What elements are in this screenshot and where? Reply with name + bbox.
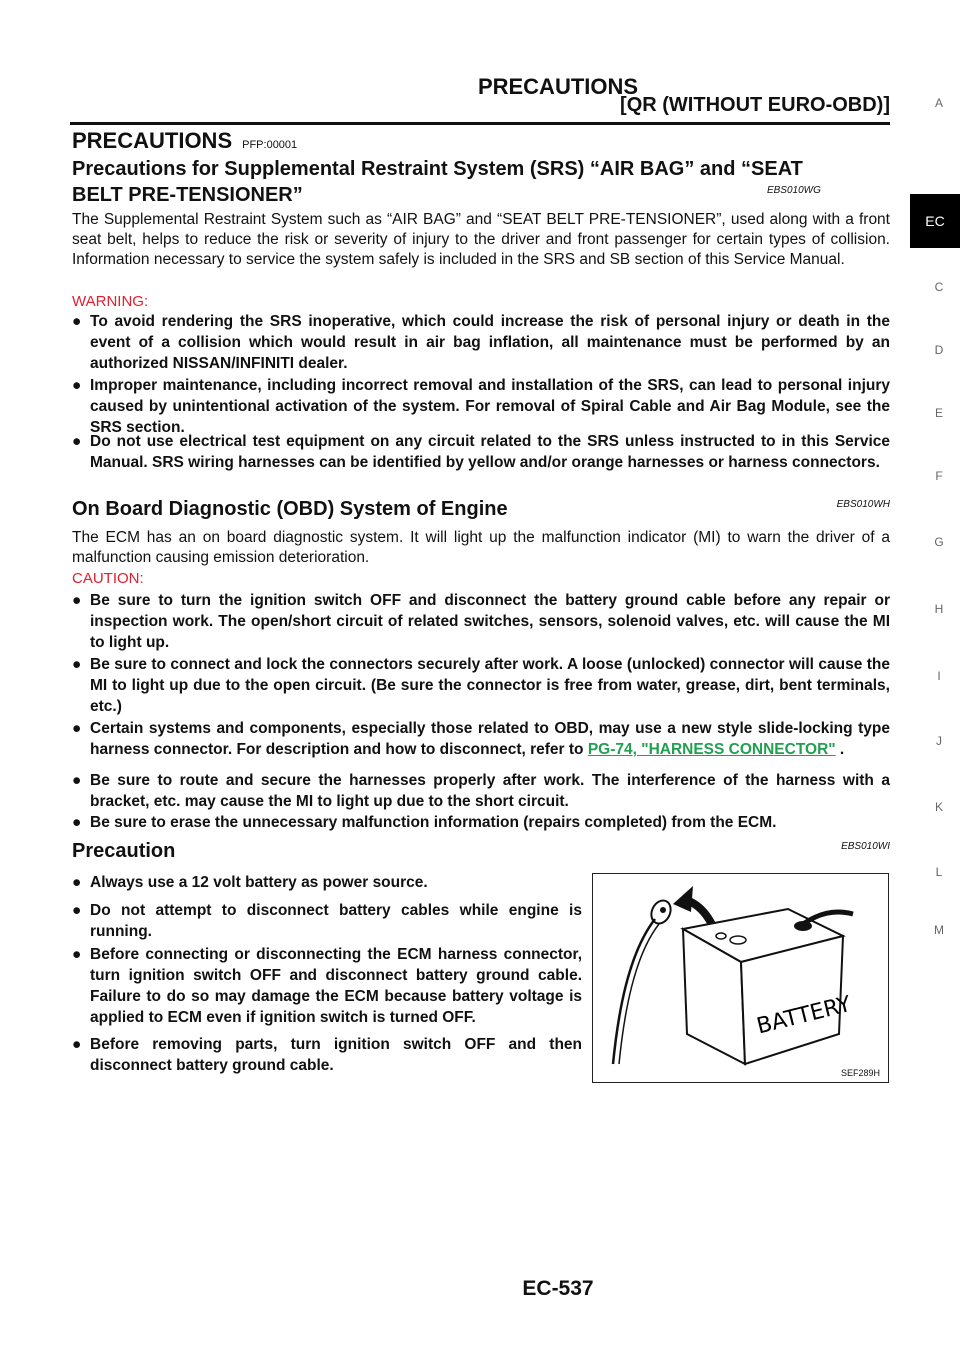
tab-k[interactable]: K	[934, 800, 943, 814]
tab-f[interactable]: F	[935, 469, 943, 483]
precaution-code: EBS010WI	[841, 841, 890, 852]
srs-body: The Supplemental Restraint System such as “AIR BAG” and “SEAT BELT PRE-TENSIONER”, used along with a front seat belt, helps to reduce the risk or severity of injury to the driver and front passenger for certain types of collision. Information necessary to service the system safely is included in the SRS and SB section of this Service Manual.	[72, 211, 890, 268]
figure-caption: SEF289H	[840, 1068, 880, 1078]
srs-heading	[72, 156, 821, 208]
precaution-bullet-2: ● Do not attempt to disconnect battery cables while engine is running.	[72, 902, 582, 940]
tab-c[interactable]: C	[934, 280, 944, 294]
bullet-dot-icon: ●	[72, 592, 82, 609]
bullet-dot-icon: ●	[72, 720, 82, 737]
tab-e[interactable]: E	[934, 406, 943, 420]
precaution-heading: Precaution EBS010WI	[72, 838, 890, 864]
obd-bullet-5: ● Be sure to erase the unnecessary malfunction information (repairs completed) from the ECM.	[72, 814, 777, 831]
battery-figure	[592, 873, 889, 1083]
bullet-dot-icon: ●	[72, 874, 82, 891]
page-header-title: PRECAUTIONS	[477, 74, 639, 99]
bullet-dot-icon: ●	[72, 433, 82, 450]
section-title	[72, 128, 297, 154]
srs-heading-line1: Precautions for Supplemental Restraint System (SRS) “AIR BAG” and “SEAT	[72, 158, 803, 180]
section-code: PFP:00001	[242, 139, 298, 151]
srs-bullet-3: ● Do not use electrical test equipment on any circuit related to the SRS unless instructed to in this Service Manual. SRS wiring harnesses can be identified by yellow and/or orange harnesses or harness connectors.	[72, 433, 890, 471]
bullet-dot-icon: ●	[72, 946, 82, 963]
header-rule	[70, 122, 890, 125]
tab-j[interactable]: J	[936, 734, 942, 748]
srs-bullet-1: ● To avoid rendering the SRS inoperative, which could increase the risk of personal injury or death in the event of a collision which would result in air bag inflation, all maintenance must be performed by an authorized NISSAN/INFINITI dealer.	[72, 313, 890, 372]
obd-bullet-1: ● Be sure to turn the ignition switch OFF and disconnect the battery ground cable before any repair or inspection work. The open/short circuit of related switches, sensors, solenoid valves, etc. will cause the MI to light up.	[72, 592, 890, 651]
srs-code: EBS010WG	[766, 185, 821, 196]
harness-connector-link[interactable]: PG-74, "HARNESS CONNECTOR"	[587, 741, 836, 758]
tab-g[interactable]: G	[934, 535, 944, 549]
bullet-dot-icon: ●	[72, 377, 82, 394]
obd-bullet-2: ● Be sure to connect and lock the connectors securely after work. A loose (unlocked) connector will cause the MI to light up due to the open circuit. (Be sure the connector is free from water, grease, dirt, bent terminals, etc.)	[72, 656, 890, 715]
obd-code: EBS010WH	[836, 499, 890, 510]
bullet-dot-icon: ●	[72, 313, 82, 330]
page-number: EC-537	[522, 1277, 594, 1300]
srs-bullet-2: ● Improper maintenance, including incorrect removal and installation of the SRS, can lead to personal injury caused by unintentional activation of the system. For removal of Spiral Cable and Air Bag Module, see the SRS section.	[72, 377, 890, 436]
tab-h[interactable]: H	[934, 602, 944, 616]
bullet-dot-icon: ●	[72, 902, 82, 919]
tab-ec[interactable]: EC	[910, 194, 960, 248]
precaution-bullet-3: ● Before connecting or disconnecting the ECM harness connector, turn ignition switch OFF and disconnect battery ground cable. Failure to do so may damage the ECM because battery voltage is applied to ECM even if ignition switch is turned OFF.	[72, 946, 582, 1026]
tab-l[interactable]: L	[935, 865, 943, 879]
battery-label: BATTERY	[754, 991, 854, 1040]
obd-heading: On Board Diagnostic (OBD) System of Engine EBS010WH	[72, 496, 890, 522]
bullet-dot-icon: ●	[72, 1036, 82, 1053]
warning-label: WARNING:	[72, 293, 149, 310]
precaution-bullet-1: ● Always use a 12 volt battery as power source.	[72, 874, 428, 891]
srs-heading-line2: BELT PRE-TENSIONER” EBS010WG	[72, 182, 803, 208]
obd-body: The ECM has an on board diagnostic system. It will light up the malfunction indicator (MI) to warn the driver of a malfunction causing emission deterioration.	[72, 529, 890, 566]
caution-label: CAUTION:	[72, 570, 144, 587]
obd-bullet-4: ● Be sure to route and secure the harnesses properly after work. The interference of the harness with a bracket, etc. may cause the MI to light up due to the short circuit.	[72, 772, 890, 810]
bullet-dot-icon: ●	[72, 656, 82, 673]
bullet-dot-icon: ●	[72, 772, 82, 789]
tab-m[interactable]: M	[934, 923, 944, 937]
obd-bullet-3: ● Certain systems and components, especially those related to OBD, may use a new style slide-locking type harness connector. For description and how to disconnect, refer to PG-74, "HARNESS CONNECTOR" .	[72, 720, 890, 758]
battery-illustration	[593, 874, 888, 1082]
section-title-text: PRECAUTIONS	[72, 128, 233, 153]
precaution-bullet-4: ● Before removing parts, turn ignition switch OFF and then disconnect battery ground cable.	[72, 1036, 582, 1074]
tab-d[interactable]: D	[934, 343, 944, 357]
tab-i[interactable]: I	[937, 669, 941, 683]
bullet-dot-icon: ●	[72, 814, 82, 831]
tab-a[interactable]: A	[934, 96, 943, 110]
page-header-subtitle: [QR (WITHOUT EURO-OBD)]	[620, 94, 890, 116]
